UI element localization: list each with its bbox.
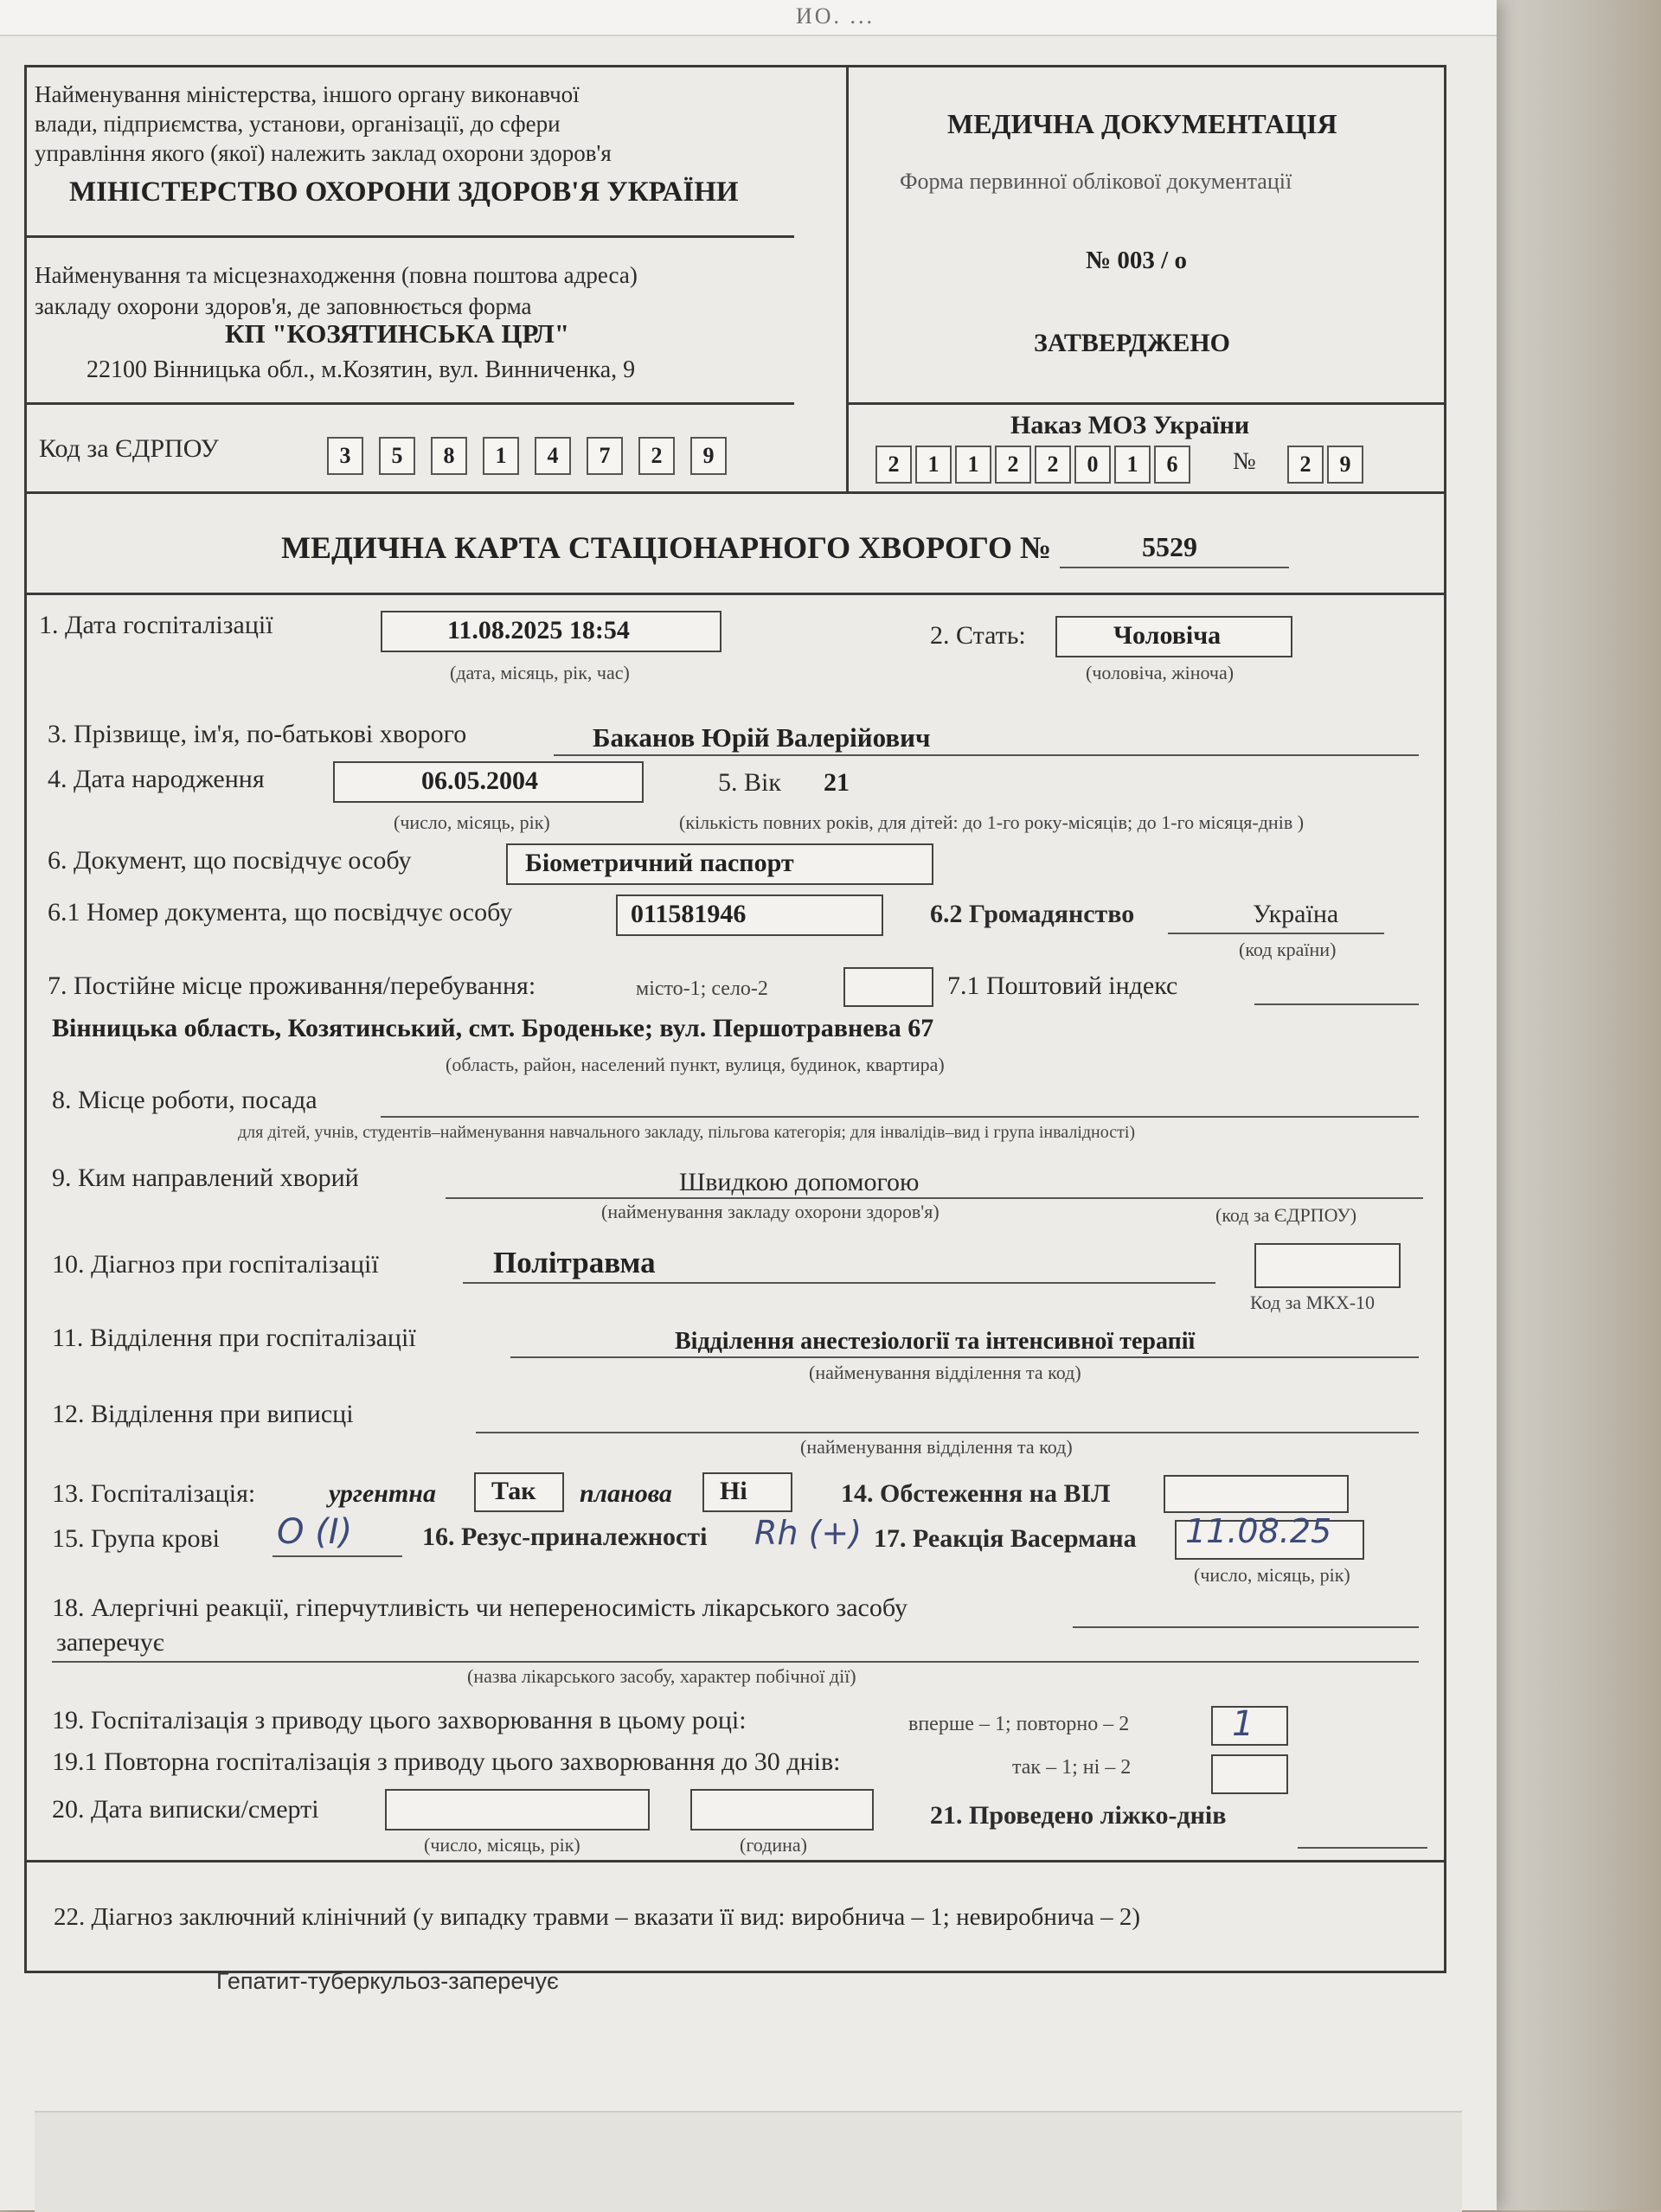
f20-hint-date: (число, місяць, рік) [424,1834,580,1856]
edrpou-label: Код за ЄДРПОУ [39,434,219,463]
admission-diagnosis-value[interactable]: Політравма [493,1246,656,1279]
age-value[interactable]: 21 [824,768,850,797]
admission-date-value: 11.08.2025 18:54 [447,616,630,644]
order-no-label: № [1233,448,1256,475]
f19-options: вперше – 1; повторно – 2 [908,1713,1130,1735]
f12-label: 12. Відділення при виписці [52,1400,354,1428]
f7-hint: (область, район, населений пункт, вулиця, будинок, квартира) [446,1054,945,1075]
edrpou-digit: 2 [638,437,675,475]
f7-label: 7. Постійне місце проживання/перебування: [48,971,536,1000]
id-document-value: Біометричний паспорт [525,849,794,877]
facility-address: 22100 Вінницька обл., м.Козятин, вул. Винниченка, 9 [87,356,636,383]
f6-label: 6. Документ, що посвідчує особу [48,846,412,875]
f191-options: так – 1; ні – 2 [1012,1756,1132,1779]
f5-label: 5. Вік [718,768,781,797]
f14-label: 14. Обстеження на ВІЛ [841,1479,1111,1508]
order-date-digit: 1 [1114,446,1151,484]
facility-caption-line: закладу охорони здоров'я, де заповнюється форма [35,293,532,319]
facility-name: КП "КОЗЯТИНСЬКА ЦРЛ" [225,318,570,349]
diagnosis-underline [463,1282,1215,1284]
order-no-digit: 9 [1327,446,1363,484]
header-rule [846,402,1444,405]
referral-value[interactable]: Швидкою допомогою [679,1168,920,1196]
f8-label: 8. Місце роботи, посада [52,1086,317,1114]
bed-days-underline[interactable] [1298,1847,1427,1849]
f7-options: місто-1; село-2 [636,978,768,1000]
hepatitis-tb-note: Гепатит-туберкульоз-заперечує [216,1968,559,1994]
f11-hint: (найменування відділення та код) [809,1362,1081,1383]
discharge-date-field[interactable] [385,1789,650,1831]
section-rule [24,1860,1444,1863]
hospitalization-this-year-field[interactable] [1211,1706,1288,1746]
f71-label: 7.1 Поштовий індекс [947,971,1178,1000]
urgent-value: Так [491,1477,536,1505]
edrpou-digit: 4 [535,437,571,475]
citizenship-value[interactable]: Україна [1253,900,1339,928]
id-number-value: 011581946 [631,900,747,928]
order-label: Наказ МОЗ України [1010,411,1250,439]
ministry-name: МІНІСТЕРСТВО ОХОРОНИ ЗДОРОВ'Я УКРАЇНИ [69,176,739,208]
id-number-field[interactable] [616,894,883,936]
title-bottom-rule [24,593,1444,595]
citizenship-underline [1168,933,1384,934]
planned-value: Ні [720,1477,747,1505]
rhesus-value[interactable]: Rh (+) [754,1514,863,1552]
sex-field[interactable] [1055,616,1292,657]
id-document-field[interactable] [506,843,933,885]
header-rule [24,235,794,238]
f20-label: 20. Дата виписки/смерті [52,1795,319,1824]
ministry-caption-line: влади, підприємства, установи, організації, до сфери [35,111,561,137]
f16-label: 16. Резус-приналежності [422,1523,708,1551]
card-number-underline [1060,567,1289,568]
card-title: МЕДИЧНА КАРТА СТАЦІОНАРНОГО ХВОРОГО № [281,530,1052,565]
f12-hint: (найменування відділення та код) [800,1436,1073,1458]
f11-label: 11. Відділення при госпіталізації [52,1324,416,1352]
patient-name-underline [554,754,1419,756]
blood-group-value[interactable]: O (I) [277,1512,353,1552]
f22-label: 22. Діагноз заключний клінічний (у випадку травми – вказати її вид: виробнича – 1; невиробнича – 2) [54,1903,1141,1931]
residence-type-field[interactable] [843,967,933,1007]
f20-hint-time: (година) [740,1834,807,1856]
admission-dept-underline [510,1356,1419,1358]
birth-date-value: 06.05.2004 [421,766,538,795]
ministry-caption-line: Найменування міністерства, іншого органу виконавчої [35,81,580,107]
discharge-dept-underline[interactable] [476,1432,1419,1433]
allergy-underline-1 [1073,1626,1419,1628]
edrpou-digit: 9 [690,437,727,475]
header-rule [24,402,794,405]
f17-label: 17. Реакція Васермана [874,1524,1137,1553]
address-value[interactable]: Вінницька область, Козятинський, смт. Броденьке; вул. Першотравнева 67 [52,1014,934,1042]
header-divider [846,65,849,493]
approved-label: ЗАТВЕРДЖЕНО [1034,329,1230,357]
referral-underline [446,1197,1423,1199]
f18-label: 18. Алергічні реакції, гіперчутливість чи непереносимість лікарського засобу [52,1593,907,1622]
hospitalization-this-year-value: 1 [1232,1704,1254,1744]
f2-hint: (чоловіча, жіноча) [1086,662,1235,683]
f8-hint: для дітей, учнів, студентів–найменування навчального закладу, пільгова категорія; для інвалідів–вид і група інвалідності) [238,1123,1136,1142]
f13-urgent-label: ургентна [329,1479,436,1508]
order-date-digit: 2 [875,446,912,484]
discharge-time-field[interactable] [690,1789,874,1831]
f5-hint: (кількість повних років, для дітей: до 1-го року-місяців; до 1-го місяця-днів ) [679,811,1305,833]
postal-code-underline[interactable] [1254,1003,1419,1005]
f1-hint: (дата, місяць, рік, час) [450,662,630,683]
f9-label: 9. Ким направлений хворий [52,1164,359,1192]
f13-planned-label: планова [580,1479,672,1508]
order-date-digit: 1 [955,446,991,484]
f10-code-label: Код за МКХ-10 [1250,1292,1376,1313]
card-number: 5529 [1142,531,1197,562]
sex-value: Чоловіча [1113,621,1222,650]
facility-caption-line: Найменування та місцезнаходження (повна поштова адреса) [35,262,638,288]
order-date-digit: 2 [1035,446,1071,484]
f2-label: 2. Стать: [930,621,1026,650]
lower-sheet-edge [35,2111,1462,2212]
top-paper-scrap [0,0,1497,36]
allergy-underline-2 [52,1661,1419,1663]
header-bottom-rule [24,491,1444,494]
f4-hint: (число, місяць, рік) [394,811,550,833]
scrap-text: ИО. ... [796,3,875,29]
f10-label: 10. Діагноз при госпіталізації [52,1250,379,1279]
f13-label: 13. Госпіталізація: [52,1479,256,1508]
f19-label: 19. Госпіталізація з приводу цього захворювання в цьому році: [52,1706,747,1734]
blood-group-underline [273,1555,402,1557]
ministry-caption-line: управління якого (якої) належить заклад охорони здоров'я [35,140,612,166]
f4-label: 4. Дата народження [48,765,265,793]
urgent-field[interactable] [474,1472,564,1512]
workplace-underline[interactable] [381,1116,1419,1118]
order-date-digit: 1 [915,446,952,484]
f3-label: 3. Прізвище, ім'я, по-батькові хворого [48,720,467,748]
f17-hint: (число, місяць, рік) [1194,1564,1350,1586]
f21-label: 21. Проведено ліжко-днів [930,1801,1227,1830]
f191-label: 19.1 Повторна госпіталізація з приводу цього захворювання до 30 днів: [52,1747,841,1776]
f9-hint: (найменування закладу охорони здоров'я) [601,1201,940,1222]
f9-code-hint: (код за ЄДРПОУ) [1215,1204,1357,1226]
form-caption: Форма первинної облікової документації [900,169,1292,194]
hiv-test-field[interactable] [1164,1475,1349,1513]
wassermann-value: 11.08.25 [1185,1512,1332,1550]
edrpou-digit: 3 [327,437,363,475]
form-number: № 003 / о [1086,247,1187,274]
icd-code-field[interactable] [1254,1243,1401,1288]
patient-name[interactable]: Баканов Юрій Валерійович [593,722,931,753]
f18-hint: (назва лікарського засобу, характер побічної дії) [467,1665,856,1687]
planned-field[interactable] [702,1472,792,1512]
edrpou-digit: 7 [587,437,623,475]
f15-label: 15. Група крові [52,1524,221,1553]
ministry-caption [35,80,612,168]
f61-label: 6.1 Номер документа, що посвідчує особу [48,898,513,926]
edrpou-digit: 5 [379,437,415,475]
facility-caption [35,260,638,322]
f62-hint: (код країни) [1239,939,1337,960]
f62-label: 6.2 Громадянство [930,900,1135,928]
birth-date-field[interactable] [333,761,644,803]
med-doc-title: МЕДИЧНА ДОКУМЕНТАЦІЯ [947,108,1337,139]
order-date-digit: 2 [995,446,1031,484]
edrpou-digit: 1 [483,437,519,475]
repeat-hospitalization-field[interactable] [1211,1754,1288,1794]
f1-label: 1. Дата госпіталізації [39,611,273,639]
admission-date-field[interactable] [381,611,721,652]
order-no-digit: 2 [1287,446,1324,484]
order-date-digit: 6 [1154,446,1190,484]
admission-dept-value[interactable]: Відділення анестезіології та інтенсивної терапії [675,1328,1196,1355]
edrpou-digit: 8 [431,437,467,475]
allergy-value[interactable]: заперечує [56,1628,164,1657]
order-date-digit: 0 [1074,446,1111,484]
